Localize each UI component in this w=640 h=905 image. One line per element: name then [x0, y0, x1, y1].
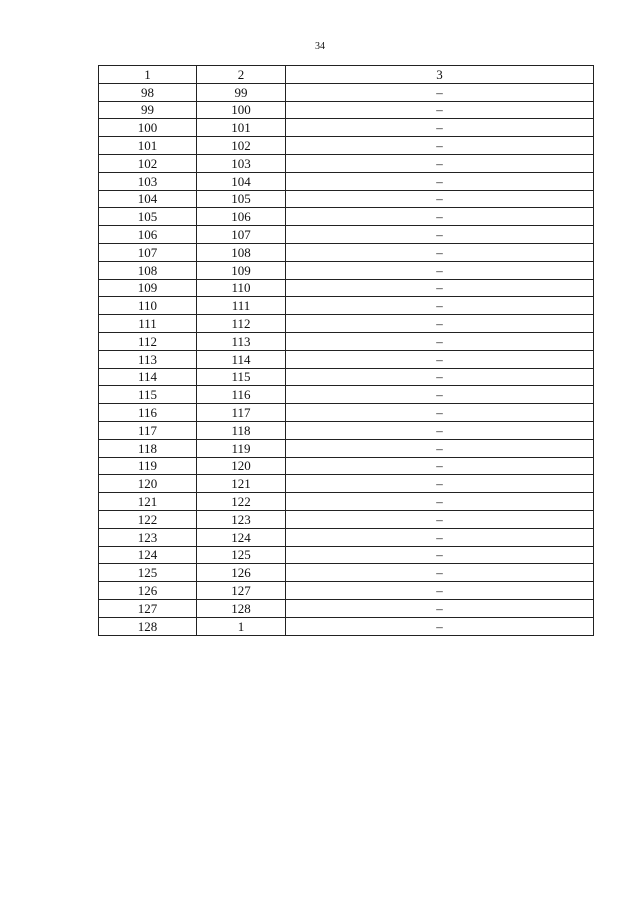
table-cell-col-1: 125	[99, 564, 197, 582]
table-row	[99, 261, 594, 279]
table-cell-col-1: 126	[99, 582, 197, 600]
table-row	[99, 510, 594, 528]
table-row	[99, 404, 594, 422]
table-cell-col-2: 1	[197, 617, 286, 635]
table-cell-col-1: 103	[99, 172, 197, 190]
table-cell-col-3: –	[286, 261, 594, 279]
table-row	[99, 190, 594, 208]
table-row	[99, 386, 594, 404]
table-row	[99, 528, 594, 546]
table-row	[99, 332, 594, 350]
table-cell-col-3: –	[286, 582, 594, 600]
table-cell-col-2: 106	[197, 208, 286, 226]
header-cell-col-3: 3	[286, 66, 594, 84]
table-cell-col-2: 124	[197, 528, 286, 546]
table-cell-col-1: 113	[99, 350, 197, 368]
table-row	[99, 83, 594, 101]
table-cell-col-2: 101	[197, 119, 286, 137]
table-cell-col-2: 123	[197, 510, 286, 528]
table-cell-col-2: 117	[197, 404, 286, 422]
table-row	[99, 297, 594, 315]
table-cell-col-3: –	[286, 599, 594, 617]
table-cell-col-1: 108	[99, 261, 197, 279]
table-cell-col-1: 121	[99, 493, 197, 511]
table-cell-col-1: 116	[99, 404, 197, 422]
table-cell-col-3: –	[286, 101, 594, 119]
table-header	[99, 66, 594, 84]
table-cell-col-2: 125	[197, 546, 286, 564]
table-cell-col-1: 127	[99, 599, 197, 617]
table-cell-col-1: 114	[99, 368, 197, 386]
table-row	[99, 172, 594, 190]
table-row	[99, 154, 594, 172]
table-cell-col-3: –	[286, 83, 594, 101]
table-cell-col-1: 102	[99, 154, 197, 172]
table-cell-col-1: 117	[99, 421, 197, 439]
table-row	[99, 421, 594, 439]
table-cell-col-3: –	[286, 528, 594, 546]
table-cell-col-3: –	[286, 190, 594, 208]
table-cell-col-2: 118	[197, 421, 286, 439]
table-body	[99, 83, 594, 635]
table-cell-col-2: 126	[197, 564, 286, 582]
table-cell-col-1: 110	[99, 297, 197, 315]
table-row	[99, 368, 594, 386]
table-cell-col-3: –	[286, 386, 594, 404]
table-cell-col-2: 100	[197, 101, 286, 119]
table-cell-col-1: 107	[99, 243, 197, 261]
header-cell-col-2: 2	[197, 66, 286, 84]
page-number: 34	[315, 41, 325, 52]
table-cell-col-1: 109	[99, 279, 197, 297]
table-cell-col-2: 99	[197, 83, 286, 101]
table-cell-col-1: 112	[99, 332, 197, 350]
table-cell-col-2: 105	[197, 190, 286, 208]
table-cell-col-3: –	[286, 457, 594, 475]
table-cell-col-2: 127	[197, 582, 286, 600]
table-cell-col-3: –	[286, 279, 594, 297]
table-cell-col-3: –	[286, 475, 594, 493]
table-cell-col-1: 100	[99, 119, 197, 137]
table-cell-col-3: –	[286, 172, 594, 190]
table-cell-col-3: –	[286, 564, 594, 582]
data-table	[98, 65, 594, 636]
table-cell-col-3: –	[286, 315, 594, 333]
table-row	[99, 119, 594, 137]
header-cell-col-1: 1	[99, 66, 197, 84]
table-cell-col-3: –	[286, 350, 594, 368]
table-cell-col-1: 106	[99, 226, 197, 244]
table-row	[99, 243, 594, 261]
table-cell-col-2: 114	[197, 350, 286, 368]
table-row	[99, 457, 594, 475]
table-cell-col-1: 104	[99, 190, 197, 208]
table-cell-col-2: 116	[197, 386, 286, 404]
table-row	[99, 617, 594, 635]
table-cell-col-3: –	[286, 332, 594, 350]
table-row	[99, 493, 594, 511]
table-cell-col-2: 115	[197, 368, 286, 386]
table-cell-col-3: –	[286, 404, 594, 422]
table-row	[99, 475, 594, 493]
table-cell-col-1: 123	[99, 528, 197, 546]
table-cell-col-2: 110	[197, 279, 286, 297]
table-cell-col-3: –	[286, 208, 594, 226]
table-cell-col-3: –	[286, 119, 594, 137]
table-cell-col-3: –	[286, 421, 594, 439]
table-cell-col-1: 128	[99, 617, 197, 635]
table-cell-col-3: –	[286, 226, 594, 244]
table-cell-col-1: 124	[99, 546, 197, 564]
table-row	[99, 439, 594, 457]
table-cell-col-1: 105	[99, 208, 197, 226]
table-row	[99, 208, 594, 226]
table-cell-col-2: 122	[197, 493, 286, 511]
table-cell-col-1: 115	[99, 386, 197, 404]
table-row	[99, 315, 594, 333]
header-row	[99, 66, 594, 84]
table-cell-col-2: 104	[197, 172, 286, 190]
table-cell-col-2: 103	[197, 154, 286, 172]
table-cell-col-1: 98	[99, 83, 197, 101]
table-cell-col-3: –	[286, 368, 594, 386]
table-row	[99, 137, 594, 155]
table-cell-col-3: –	[286, 297, 594, 315]
table-row	[99, 226, 594, 244]
table-cell-col-2: 121	[197, 475, 286, 493]
table-row	[99, 350, 594, 368]
table-cell-col-3: –	[286, 510, 594, 528]
table-cell-col-2: 119	[197, 439, 286, 457]
table-cell-col-2: 128	[197, 599, 286, 617]
table-row	[99, 101, 594, 119]
table-cell-col-2: 108	[197, 243, 286, 261]
table-cell-col-2: 109	[197, 261, 286, 279]
table-cell-col-2: 112	[197, 315, 286, 333]
table-cell-col-3: –	[286, 243, 594, 261]
table-cell-col-1: 120	[99, 475, 197, 493]
table-cell-col-2: 111	[197, 297, 286, 315]
table-cell-col-3: –	[286, 439, 594, 457]
table-cell-col-1: 118	[99, 439, 197, 457]
table-cell-col-3: –	[286, 546, 594, 564]
table-cell-col-3: –	[286, 154, 594, 172]
table-row	[99, 564, 594, 582]
table-row	[99, 546, 594, 564]
table-cell-col-2: 113	[197, 332, 286, 350]
table-cell-col-1: 122	[99, 510, 197, 528]
table-cell-col-1: 119	[99, 457, 197, 475]
table-row	[99, 279, 594, 297]
table-cell-col-1: 111	[99, 315, 197, 333]
table-cell-col-3: –	[286, 617, 594, 635]
table-cell-col-1: 99	[99, 101, 197, 119]
table-cell-col-3: –	[286, 137, 594, 155]
table-cell-col-3: –	[286, 493, 594, 511]
table-row	[99, 599, 594, 617]
table-cell-col-1: 101	[99, 137, 197, 155]
table-row	[99, 582, 594, 600]
table-cell-col-2: 120	[197, 457, 286, 475]
table-cell-col-2: 107	[197, 226, 286, 244]
table-cell-col-2: 102	[197, 137, 286, 155]
